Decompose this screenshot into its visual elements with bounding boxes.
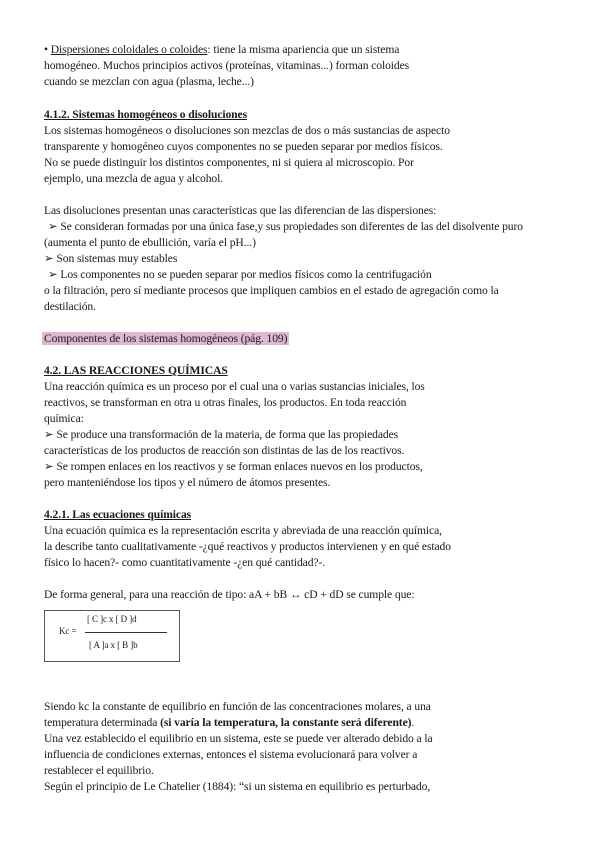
bullet-item-continued: o la filtración, pero sí mediante procesos que impliquen cambios en el estado de agregación como la <box>44 284 499 297</box>
paragraph-line: Según el principio de Le Chatelier (1884): “si un sistema en equilibrio es perturbado, <box>44 780 431 793</box>
coloides-line-1 <box>44 42 399 57</box>
bullet-item-continued: (aumenta el punto de ebullición, varía el pH...) <box>44 236 256 249</box>
paragraph-line: la describe tanto cualitativamente -¿qué reactivos y productos intervienen y en qué estado <box>44 540 451 553</box>
formula-lhs: Kc = <box>59 626 77 636</box>
paragraph-line: ejemplo, una mezcla de agua y alcohol. <box>44 172 224 185</box>
section-heading-4-2: 4.2. LAS REACCIONES QUÍMICAS <box>44 364 228 377</box>
paragraph-line: química: <box>44 412 84 425</box>
paragraph-line: Una vez establecido el equilibrio en un sistema, este se puede ver alterado debido a la <box>44 732 433 745</box>
bullet-item: ➢ Son sistemas muy estables <box>44 252 178 265</box>
formula-numerator: [ C ]c x [ D ]d <box>87 614 137 624</box>
paragraph-line: Las disoluciones presentan unas características que las diferencian de las dispersiones: <box>44 204 437 217</box>
bullet: • <box>44 43 48 56</box>
fraction-bar <box>85 632 167 633</box>
paragraph-line: No se puede distinguir los distintos componentes, ni si quiera al microscopio. Por <box>44 156 414 169</box>
paragraph-line: influencia de condiciones externas, entonces el sistema evolucionará para volver a <box>44 748 418 761</box>
coloides-term: Dispersiones coloidales o coloides <box>50 43 208 56</box>
paragraph-line <box>44 715 414 730</box>
coloides-text: : tiene la misma apariencia que un sistema <box>207 43 400 56</box>
bullet-item-continued: destilación. <box>44 300 96 313</box>
highlighted-note <box>42 331 289 346</box>
bullet-item: ➢ Se produce una transformación de la materia, de forma que las propiedades <box>44 428 399 441</box>
bullet-item: ➢ Se consideran formadas por una única fase,y sus propiedades son diferentes de las del disolvente puro <box>48 220 523 233</box>
paragraph-line: restablecer el equilibrio. <box>44 764 154 777</box>
paragraph-line: Una reacción química es un proceso por el cual una o varias sustancias iniciales, los <box>44 380 425 393</box>
bullet-item-continued: características de los productos de reacción son distintas de las de los reactivos. <box>44 444 405 457</box>
highlight-text: Componentes de los sistemas homogéneos (pág. 109) <box>44 332 288 345</box>
bullet-item-continued: pero manteniéndose los tipos y el número de átomos presentes. <box>44 476 331 489</box>
section-heading-4-1-2: 4.1.2. Sistemas homogéneos o disoluciones <box>44 108 247 121</box>
kc-end: . <box>411 716 415 729</box>
formula-denominator: [ A ]a x [ B ]b <box>89 640 138 650</box>
equilibrium-constant-formula <box>44 610 180 662</box>
paragraph-line: De forma general, para una reacción de tipo: aA + bB ↔ cD + dD se cumple que: <box>44 588 415 601</box>
bullet-item: ➢ Los componentes no se pueden separar por medios físicos como la centrifugación <box>48 268 432 281</box>
paragraph-line: Una ecuación química es la representación escrita y abreviada de una reacción química, <box>44 524 442 537</box>
paragraph-line: reactivos, se transforman en otra u otras finales, los productos. En toda reacción <box>44 396 407 409</box>
paragraph-line: Siendo kc la constante de equilibrio en función de las concentraciones molares, a una <box>44 700 431 713</box>
coloides-line-2: homogéneo. Muchos principios activos (proteínas, vitaminas...) forman coloides <box>44 59 410 72</box>
bullet-item: ➢ Se rompen enlaces en los reactivos y se forman enlaces nuevos en los productos, <box>44 460 423 473</box>
section-heading-4-2-1: 4.2.1. Las ecuaciones químicas <box>44 508 192 521</box>
kc-bold-note: (si varía la temperatura, la constante será diferente) <box>160 716 412 729</box>
paragraph-line: físico lo hacen?- como cuantitativamente -¿en qué cantidad?-. <box>44 556 326 569</box>
coloides-line-3: cuando se mezclan con agua (plasma, leche...) <box>44 75 254 88</box>
paragraph-line: transparente y homogéneo cuyos componentes no se pueden separar por medios físicos. <box>44 140 443 153</box>
kc-text: temperatura determinada <box>44 716 161 729</box>
paragraph-line: Los sistemas homogéneos o disoluciones son mezclas de dos o más sustancias de aspecto <box>44 124 450 137</box>
